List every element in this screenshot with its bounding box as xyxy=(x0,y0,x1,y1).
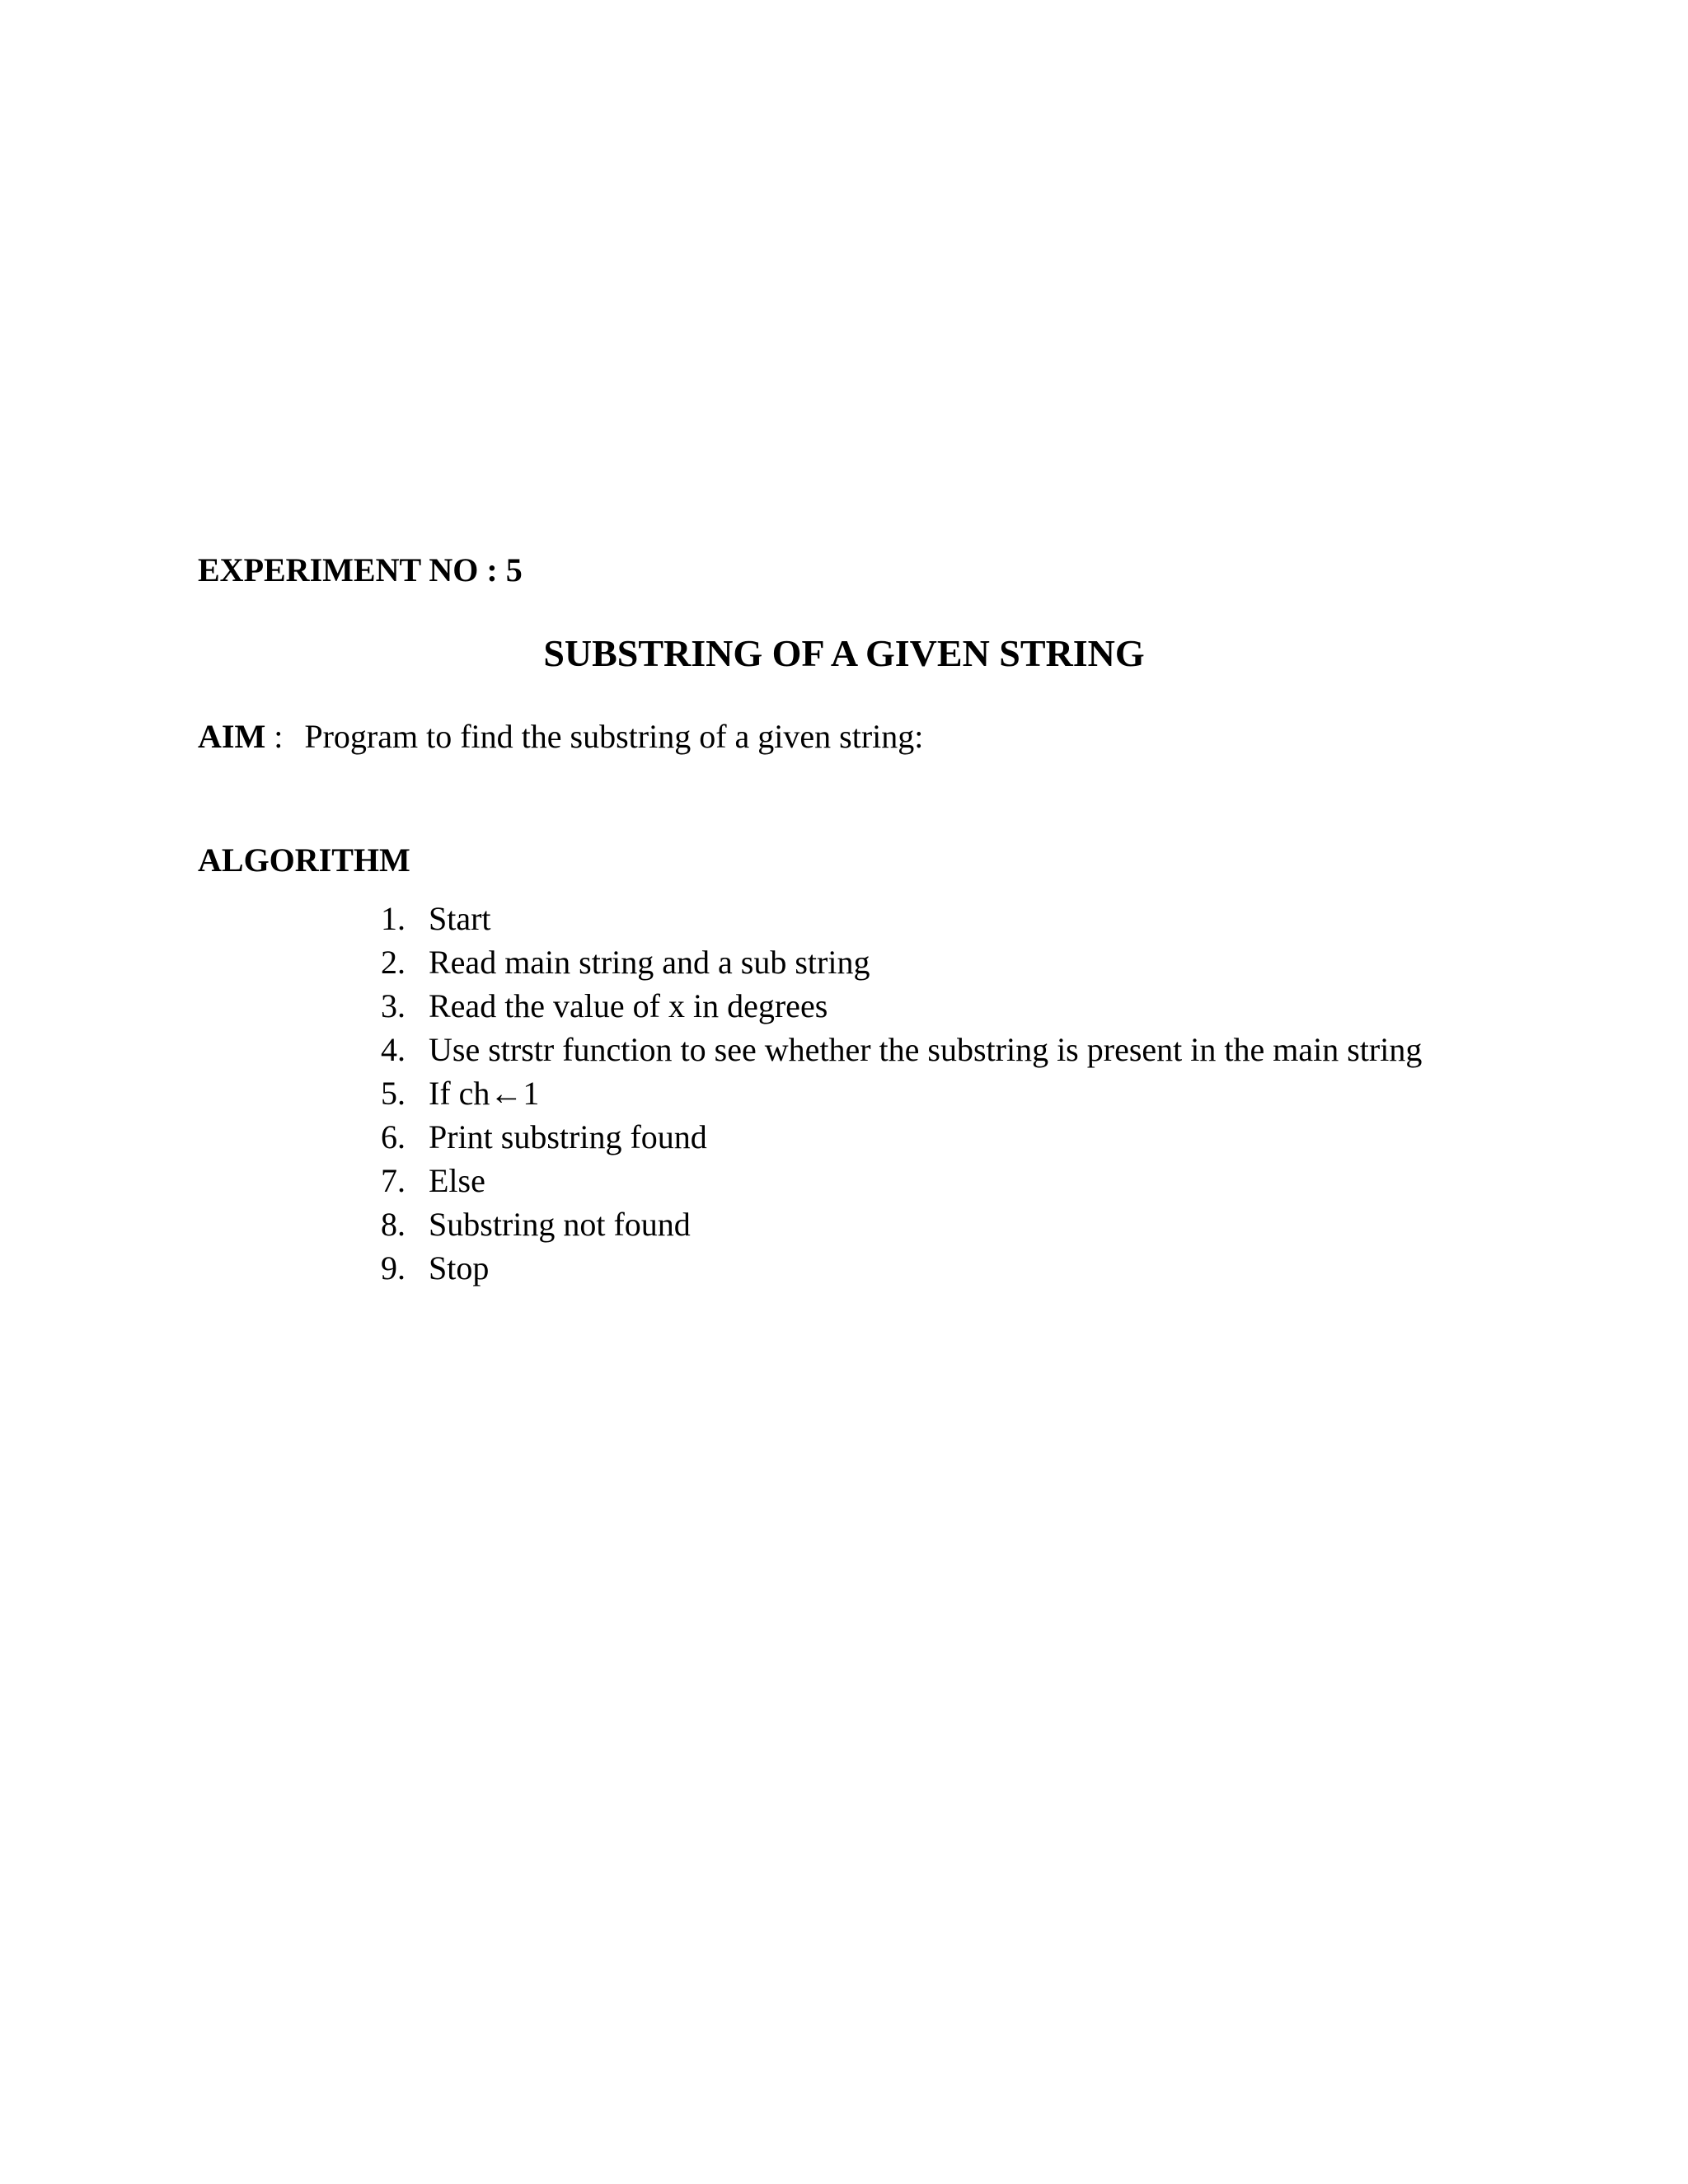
algorithm-step xyxy=(363,1246,1422,1290)
step-number: 6. xyxy=(381,1118,406,1155)
step-number: 2. xyxy=(381,944,406,981)
algorithm-step xyxy=(363,1115,1422,1159)
aim-text: Program to find the substring of a given string: xyxy=(304,718,924,755)
step-text: If ch←1 xyxy=(429,1075,540,1112)
step-number: 4. xyxy=(381,1031,406,1068)
step-text: Use strstr function to see whether the substring is present in the main string xyxy=(429,1031,1423,1068)
step-number: 3. xyxy=(381,987,406,1024)
step-text: Start xyxy=(429,900,491,937)
step-text: Read the value of x in degrees xyxy=(429,987,828,1024)
aim-label: AIM xyxy=(198,718,266,755)
algorithm-step xyxy=(363,940,1422,984)
step-number: 8. xyxy=(381,1206,406,1243)
step-number: 1. xyxy=(381,900,406,937)
step-number: 9. xyxy=(381,1249,406,1286)
algorithm-step xyxy=(363,1071,1422,1115)
algorithm-step xyxy=(363,1202,1422,1246)
page-title: SUBSTRING OF A GIVEN STRING xyxy=(543,632,1145,674)
algorithm-step xyxy=(363,1159,1422,1202)
step-text: Substring not found xyxy=(429,1206,691,1243)
aim-line xyxy=(198,717,923,756)
algorithm-step xyxy=(363,984,1422,1028)
algorithm-heading: ALGORITHM xyxy=(198,841,410,879)
step-text: Print substring found xyxy=(429,1118,707,1155)
algorithm-step xyxy=(363,897,1422,940)
step-text: Stop xyxy=(429,1249,490,1286)
step-number: 5. xyxy=(381,1075,406,1112)
aim-separator: : xyxy=(274,718,284,755)
algorithm-step xyxy=(363,1028,1422,1071)
step-text: Else xyxy=(429,1162,485,1199)
step-number: 7. xyxy=(381,1162,406,1199)
experiment-number: EXPERIMENT NO : 5 xyxy=(198,551,523,588)
step-text: Read main string and a sub string xyxy=(429,944,870,981)
algorithm-steps xyxy=(363,897,1422,1290)
